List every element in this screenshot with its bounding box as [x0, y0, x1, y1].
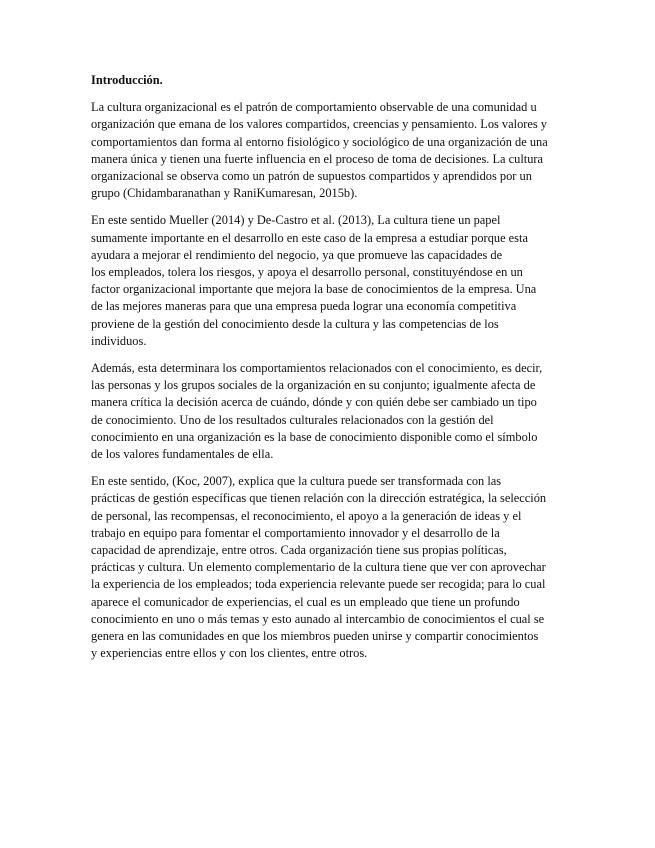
text-line: y experiencias entre ellos y con los clientes, entre otros. [91, 646, 368, 661]
text-line: individuos. [91, 333, 147, 348]
section-heading: Introducción. [91, 73, 163, 87]
text-line: Además, esta determinara los comportamientos relacionados con el conocimiento, es decir, [91, 361, 543, 376]
text-line: de conocimiento. Uno de los resultados culturales relacionados con la gestión del [91, 412, 494, 427]
text-line: organizacional se observa como un patrón de supuestos compartidos y aprendidos por un [91, 169, 532, 184]
text-line: comportamientos dan forma al entorno fisiológico y sociológico de una organización de una [91, 134, 548, 149]
paragraph-4 [91, 473, 571, 662]
text-line: genera en las comunidades en que los miembros pueden unirse y compartir conocimientos [91, 629, 539, 644]
text-line: manera única y tienen una fuerte influencia en el proceso de toma de decisiones. La cultura [91, 151, 544, 166]
text-line: La cultura organizacional es el patrón de comportamiento observable de una comunidad u [91, 100, 537, 115]
text-line: manera crítica la decisión acerca de cuándo, dónde y con quién debe ser cambiado un tipo [91, 395, 537, 410]
text-line: conocimiento en uno o más temas y esto aunado al intercambio de conocimientos el cual se [91, 611, 545, 626]
paragraph-1 [91, 99, 571, 202]
text-line: organización que emana de los valores compartidos, creencias y pensamiento. Los valores y [91, 117, 548, 132]
text-line: factor organizacional importante que mejora la base de conocimientos de la empresa. Una [91, 282, 537, 297]
text-line: aparece el comunicador de experiencias, el cual es un empleado que tiene un profundo [91, 594, 520, 609]
text-line: En este sentido, (Koc, 2007), explica que la cultura puede ser transformada con las [91, 474, 502, 489]
text-line: trabajo en equipo para fomentar el comportamiento innovador y el desarrollo de la [91, 525, 500, 540]
text-line: grupo (Chidambaranathan y RaniKumaresan, 2015b). [91, 186, 358, 201]
text-line: la experiencia de los empleados; toda experiencia relevante puede ser recogida; para lo cual [91, 577, 546, 592]
text-line: las personas y los grupos sociales de la organización en su conjunto; igualmente afecta de [91, 378, 536, 393]
text-line: de las mejores maneras para que una empresa pueda lograr una economía competitiva [91, 299, 517, 314]
text-line: ayudara a mejorar el rendimiento del negocio, ya que promueve las capacidades de [91, 247, 503, 262]
text-line: conocimiento en una organización es la base de conocimiento disponible como el símbolo [91, 429, 538, 444]
text-line: sumamente importante en el desarrollo en este caso de la empresa a estudiar porque esta [91, 230, 528, 245]
text-line: prácticas de gestión específicas que tienen relación con la dirección estratégica, la selección [91, 491, 547, 506]
text-line: prácticas y cultura. Un elemento complementario de la cultura tiene que ver con aprovechar [91, 560, 546, 575]
text-line: los empleados, tolera los riesgos, y apoya el desarrollo personal, constituyéndose en un [91, 265, 523, 280]
document-page [91, 72, 571, 673]
paragraph-2 [91, 212, 571, 350]
text-line: En este sentido Mueller (2014) y De-Castro et al. (2013), La cultura tiene un papel [91, 213, 501, 228]
paragraph-3 [91, 360, 571, 463]
text-line: de los valores fundamentales de ella. [91, 447, 274, 462]
text-line: de personal, las recompensas, el reconocimiento, el apoyo a la generación de ideas y el [91, 508, 522, 523]
text-line: capacidad de aprendizaje, entre otros. Cada organización tiene sus propias políticas, [91, 543, 507, 558]
text-line: proviene de la gestión del conocimiento desde la cultura y las competencias de los [91, 316, 499, 331]
